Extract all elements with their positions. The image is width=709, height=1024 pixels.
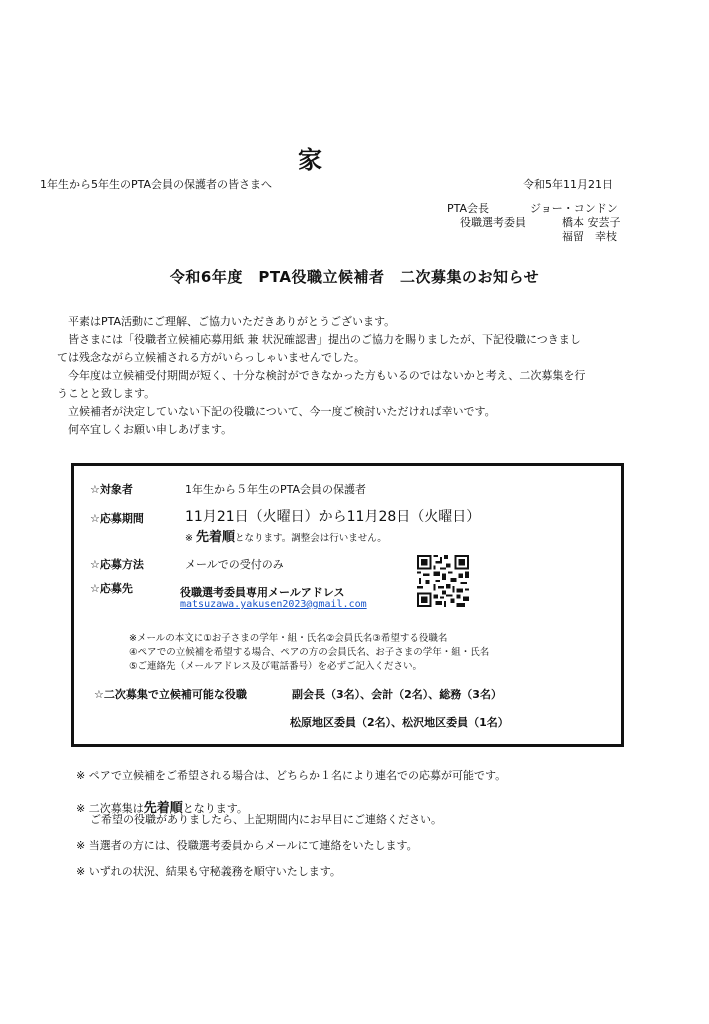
- mail-note-1: ※メールの本文に①お子さまの学年・組・氏名②会員氏名③希望する役職名: [129, 633, 448, 644]
- body-line-2: 皆さまには「役職者立候補応募用紙 兼 状況確認書」提出のご協力を賜りましたが、下記役職につきまし: [68, 333, 581, 346]
- sender-name-president: ジョー・コンドン: [530, 202, 618, 215]
- destination-value: 役職選考委員専用メールアドレス: [180, 586, 345, 599]
- sender-role-committee: 役職選考委員: [460, 216, 526, 229]
- period-note-first-come: 先着順: [195, 530, 235, 545]
- roles-label: ☆二次募集で立候補可能な役職: [94, 688, 247, 701]
- sender-name-committee-1: 橋本 安芸子: [562, 216, 621, 229]
- footnote-pair: ※ ペアで立候補をご希望される場合は、どちらか１名により連名での応募が可能です。: [76, 769, 507, 782]
- sender-name-committee-2: 福留 幸枝: [562, 230, 617, 243]
- period-value: 11月21日（火曜日）から11月28日（火曜日）: [185, 509, 481, 525]
- method-value: メールでの受付のみ: [185, 558, 284, 571]
- body-line-4: 今年度は立候補受付期間が短く、十分な検討ができなかった方もいるのではないかと考え、二次募集を行: [68, 369, 586, 382]
- footnote-first-come-strong: 先着順: [143, 801, 183, 816]
- body-line-7: 何卒宜しくお願い申しあげます。: [68, 423, 233, 436]
- destination-label: ☆応募先: [90, 582, 133, 595]
- mail-note-2: ④ペアでの立候補を希望する場合、ペアの方の会員氏名、お子さまの学年・組・氏名: [129, 647, 490, 658]
- method-label: ☆応募方法: [90, 558, 144, 571]
- target-value: 1年生から５年生のPTA会員の保護者: [185, 483, 367, 496]
- footnote-winner-contact: ※ 当選者の方には、役職選考委員からメールにて連絡をいたします。: [76, 839, 418, 852]
- roles-line-2: 松原地区委員（2名）、松沢地区委員（1名）: [290, 716, 509, 729]
- body-line-5: うことと致します。: [57, 387, 156, 400]
- period-note-prefix: ※: [185, 533, 196, 544]
- document-title: 令和6年度 PTA役職立候補者 二次募集のお知らせ: [169, 268, 540, 286]
- qr-code-icon: [417, 555, 469, 607]
- body-line-1: 平素はPTA活動にご理解、ご協力いただきありがとうございます。: [68, 315, 396, 328]
- email-link[interactable]: matsuzawa.yakusen2023@gmail.com: [180, 599, 367, 610]
- period-note: [185, 526, 387, 545]
- issue-date: 令和5年11月21日: [523, 178, 613, 191]
- body-line-3: ては残念ながら立候補される方がいらっしゃいませんでした。: [57, 351, 365, 364]
- addressee-line: 1年生から5年生のPTA会員の保護者の皆さまへ: [40, 178, 273, 191]
- body-line-6: 立候補者が決定していない下記の役職について、今一度ご検討いただければ幸いです。: [68, 405, 496, 418]
- mail-note-3: ⑤ご連絡先（メールアドレス及び電話番号）を必ずご記入ください。: [129, 661, 423, 672]
- footnote-first-come-suffix: となります。: [182, 802, 248, 815]
- period-label: ☆応募期間: [90, 512, 144, 525]
- footnote-first-come-prefix: ※ 二次募集は: [76, 802, 144, 815]
- footnote-contact-early: ご希望の役職がありましたら、上記期間内にお早目にご連絡ください。: [90, 813, 442, 826]
- sender-role-president: PTA会長: [447, 202, 490, 215]
- target-label: ☆対象者: [90, 483, 133, 496]
- house-kanji-mark: 家: [298, 146, 322, 174]
- footnote-confidentiality: ※ いずれの状況、結果も守秘義務を順守いたします。: [76, 865, 341, 878]
- roles-line-1: 副会長（3名）、会計（2名）、総務（3名）: [292, 688, 502, 701]
- period-note-suffix: となります。調整会は行いません。: [235, 533, 387, 544]
